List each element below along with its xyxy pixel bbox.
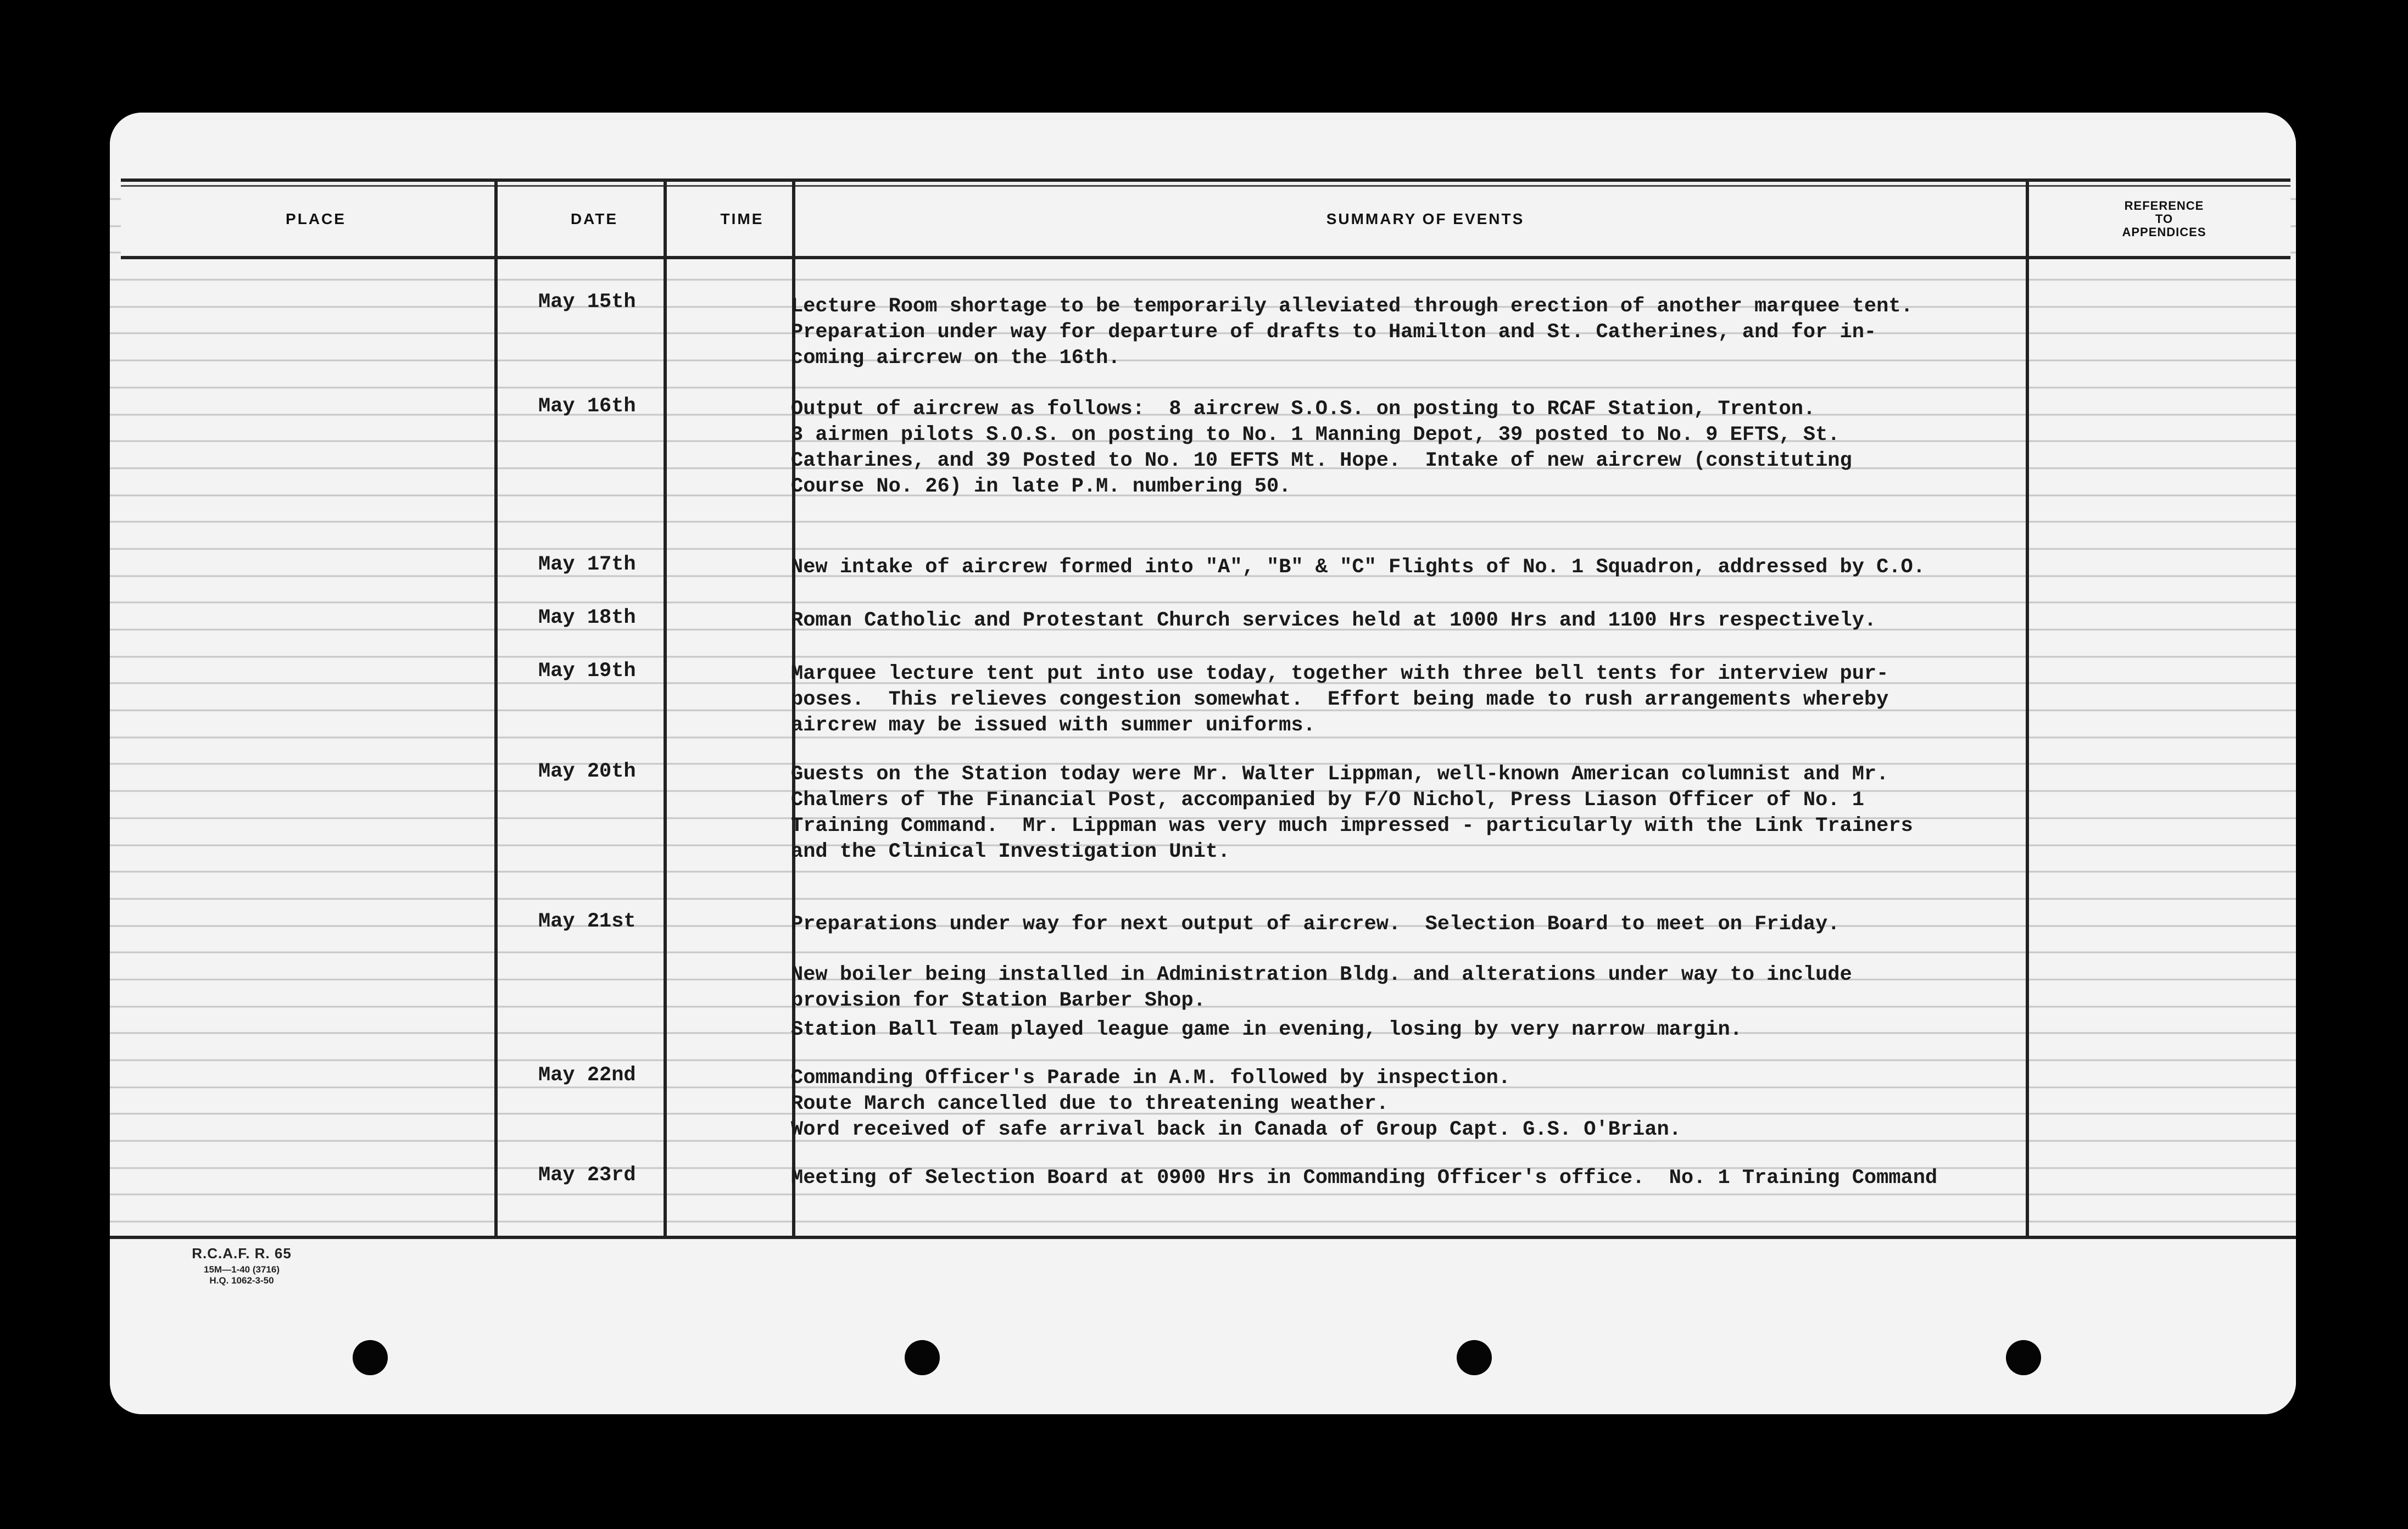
column-divider xyxy=(664,178,667,1236)
entry-line: Route March cancelled due to threatening weather. xyxy=(791,1092,1389,1115)
entry-line: coming aircrew on the 16th. xyxy=(791,347,1121,370)
header-row xyxy=(121,178,2290,259)
punch-hole xyxy=(2006,1340,2041,1375)
entry-line: and the Clinical Investigation Unit. xyxy=(791,840,1230,863)
entry-line: Word received of safe arrival back in Canada of Group Capt. G.S. O'Brian. xyxy=(791,1118,1681,1141)
entry-line: Commanding Officer's Parade in A.M. followed by inspection. xyxy=(791,1067,1511,1090)
war-diary-form xyxy=(110,113,2296,1414)
entry-date: May 22nd xyxy=(538,1064,636,1087)
entry-line: Course No. 26) in late P.M. numbering 50. xyxy=(791,475,1291,498)
entry-date: May 16th xyxy=(538,395,636,418)
header-reference xyxy=(2043,182,2285,256)
entry-line: Output of aircrew as follows: 8 aircrew S.O.S. on posting to RCAF Station, Trenton. xyxy=(791,398,1816,421)
entry-line: Roman Catholic and Protestant Church services held at 1000 Hrs and 1100 Hrs respectively. xyxy=(791,609,1877,632)
header-reference-line2: TO xyxy=(2155,211,2173,226)
entry-date: May 20th xyxy=(538,760,636,783)
top-margin xyxy=(110,113,2296,178)
entry-date: May 17th xyxy=(538,553,636,576)
punch-hole xyxy=(905,1340,940,1375)
entry-line: Preparation under way for departure of drafts to Hamilton and St. Catherines, and for in- xyxy=(791,321,1877,344)
header-time: TIME xyxy=(720,210,764,227)
punch-hole xyxy=(353,1340,388,1375)
form-identifier xyxy=(170,1245,313,1286)
entry-line: provision for Station Barber Shop. xyxy=(791,989,1206,1012)
entry-line: Meeting of Selection Board at 0900 Hrs in Commanding Officer's office. No. 1 Training Command xyxy=(791,1167,1938,1190)
hq-code: H.Q. 1062-3-50 xyxy=(209,1275,274,1286)
header-summary: SUMMARY OF EVENTS xyxy=(1326,210,1525,227)
entry-line: Marquee lecture tent put into use today, together with three bell tents for interview pur- xyxy=(791,662,1889,685)
entry-line: Chalmers of The Financial Post, accompanied by F/O Nichol, Press Liason Officer of No. 1 xyxy=(791,789,1864,812)
card-bottom-margin xyxy=(110,1239,2296,1414)
entry-date: May 18th xyxy=(538,606,636,629)
entry-line: Training Command. Mr. Lippman was very much impressed - particularly with the Link Trainers xyxy=(791,814,1913,838)
entry-line: Guests on the Station today were Mr. Walter Lippman, well-known American columnist and Mr. xyxy=(791,763,1889,786)
entry-line: Lecture Room shortage to be temporarily alleviated through erection of another marquee tent. xyxy=(791,295,1913,318)
print-code: 15M—1-40 (3716) xyxy=(204,1264,280,1275)
entry-line: New boiler being installed in Administration Bldg. and alterations under way to include xyxy=(791,963,1852,986)
header-reference-line3: APPENDICES xyxy=(2122,225,2206,239)
column-divider xyxy=(494,178,498,1236)
header-date: DATE xyxy=(570,210,618,227)
entry-line: Preparations under way for next output of aircrew. Selection Board to meet on Friday. xyxy=(791,913,1840,936)
punch-hole xyxy=(1457,1340,1492,1375)
entry-line: Station Ball Team played league game in evening, losing by very narrow margin. xyxy=(791,1018,1742,1041)
entry-date: May 15th xyxy=(538,291,636,314)
entry-date: May 21st xyxy=(538,910,636,933)
entry-line: aircrew may be issued with summer uniforms. xyxy=(791,714,1316,737)
header-reference-line1: REFERENCE xyxy=(2124,198,2204,213)
entry-line: Catharines, and 39 Posted to No. 10 EFTS Mt. Hope. Intake of new aircrew (constituting xyxy=(791,449,1852,472)
entry-date: May 19th xyxy=(538,660,636,683)
entry-date: May 23rd xyxy=(538,1164,636,1187)
form-number: R.C.A.F. R. 65 xyxy=(192,1245,292,1262)
entry-line: New intake of aircrew formed into "A", "B" & "C" Flights of No. 1 Squadron, addressed by C.O. xyxy=(791,556,1925,579)
entry-line: poses. This relieves congestion somewhat. Effort being made to rush arrangements whereby xyxy=(791,688,1889,711)
entry-line: 3 airmen pilots S.O.S. on posting to No. 1 Manning Depot, 39 posted to No. 9 EFTS, St. xyxy=(791,423,1840,447)
header-place: PLACE xyxy=(286,210,346,227)
